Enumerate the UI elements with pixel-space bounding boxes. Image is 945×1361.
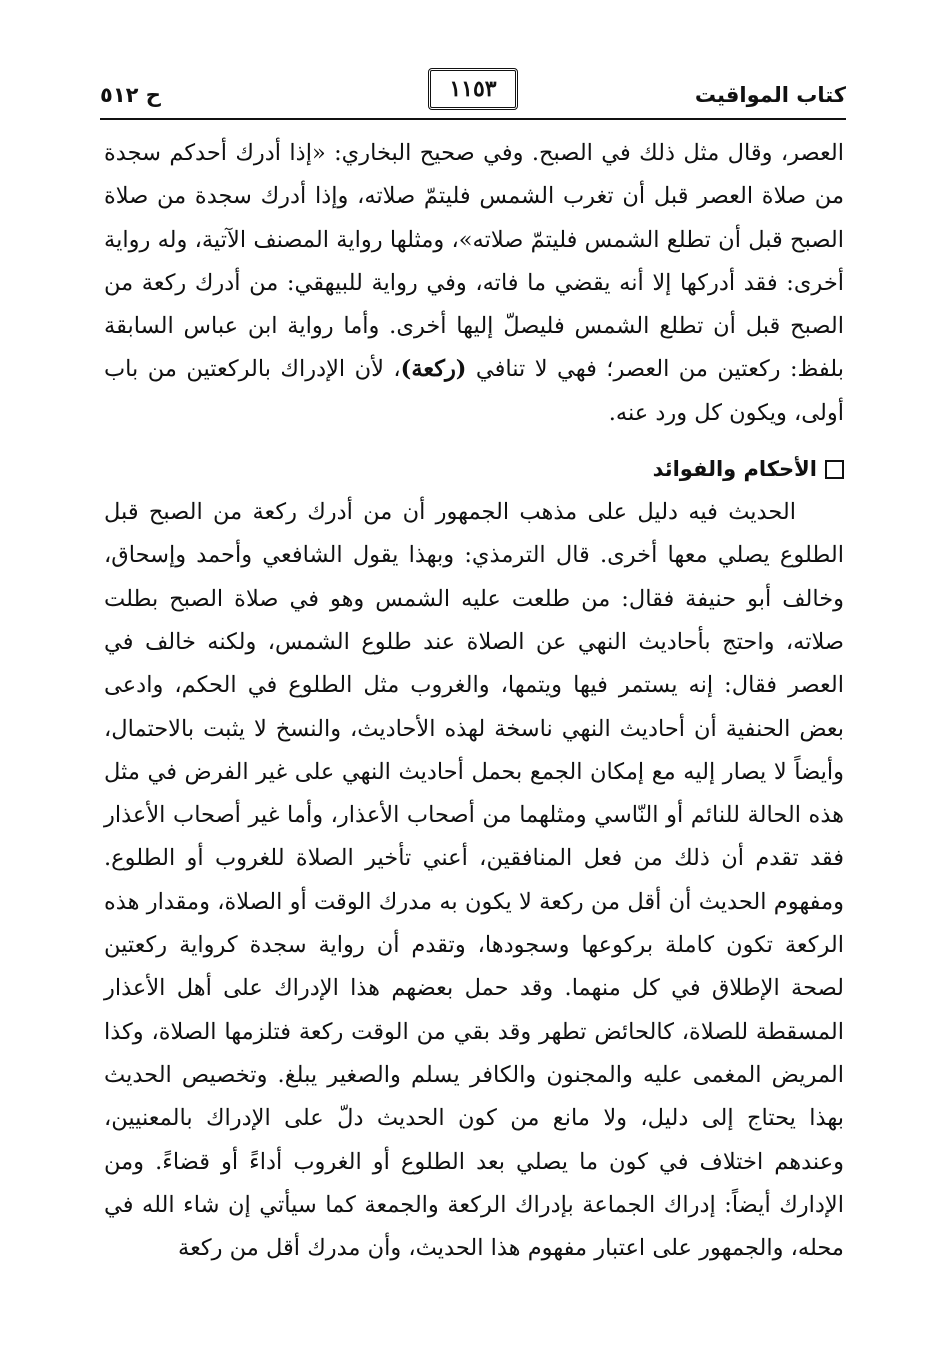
paragraph-2: الحديث فيه دليل على مذهب الجمهور أن من أدرك ركعة من الصبح قبل الطلوع يصلي معها أخرى. قال الترمذي: وبهذا يقول الشافعي وأحمد وإسحاق، وخالف أبو حنيفة فقال: من طلعت عليه الشمس وهو في صلاة الصبح بطلت صلاته، واحتج بأحاديث النهي عن الصلاة عند طلوع الشمس، ولكنه خالف في العصر فقال: إنه يستمر فيها ويتمها، والغروب مثل الطلوع في الحكم، وادعى بعض الحنفية أن أحاديث النهي ناسخة لهذه الأحاديث، والنسخ لا يثبت بالاحتمال، وأيضاً لا يصار إليه مع إمكان الجمع بحمل أحاديث النهي على غير الفرض في مثل هذه الحالة للنائم أو النّاسي ومثلهما من أصحاب الأعذار، وأما غير أصحاب الأعذار فقد تقدم أن ذلك من فعل المنافقين، أعني تأخير الصلاة للغروب أو الطلوع. ومفهوم الحديث أن أقل من ركعة لا يكون به مدرك الوقت أو الصلاة، ومقدار هذه الركعة تكون كاملة بركوعها وسجودها، وتقدم أن رواية سجدة كرواية ركعتين لصحة الإطلاق في كل منهما. وقد حمل بعضهم هذا الإدراك على أهل الأعذار المسقطة للصلاة، كالحائض تطهر وقد بقي من الوقت ركعة فتلزمها الصلاة، وكذا المريض المغمى عليه والمجنون والكافر يسلم والصغير يبلغ. وتخصيص الحديث بهذا يحتاج إلى دليل، ولا مانع من كون الحديث دلّ على الإدراك بالمعنيين، وعندهم اختلاف في كون ما يصلي بعد الطلوع أو الغروب أداءً أو قضاءً. ومن الإدارك أيضاً: إدراك الجماعة بإدراك الركعة والجمعة كما سيأتي إن شاء الله في محله، والجمهور على اعتبار مفهوم هذا الحديث، وأن مدرك أقل من ركعة	[104, 499, 844, 1262]
section-heading-label: الأحكام والفوائد	[652, 457, 817, 482]
header-divider	[100, 118, 846, 120]
book-title: كتاب المواقيت	[694, 83, 846, 107]
paragraph-1	[104, 132, 844, 435]
page-body	[104, 132, 844, 1270]
section-heading	[104, 447, 844, 491]
paragraph-1-bold-word: (ركعة)	[400, 356, 467, 383]
page-number: ١١٥٣	[428, 68, 518, 110]
square-bullet-icon	[825, 460, 844, 479]
paragraph-1-text-a: العصر، وقال مثل ذلك في الصبح. وفي صحيح البخاري: «إذا أدرك أحدكم سجدة من صلاة العصر قبل أن تغرب الشمس فليتمّ صلاته، وإذا أدرك سجدة من صلاة الصبح قبل أن تطلع الشمس فليتمّ صلاته»، ومثلها رواية المصنف الآتية، وله رواية أخرى: فقد أدركها إلا أنه يقضي ما فاته، وفي رواية للبيهقي: من أدرك ركعة من الصبح قبل أن تطلع الشمس فليصلّ إليها أخرى. وأما رواية ابن عباس السابقة بلفظ: ركعتين من العصر؛ فهي لا تنافي	[104, 140, 844, 383]
paragraph-1-text-b: ، لأن الإدراك بالركعتين من باب أولى، ويكون كل ورد عنه.	[104, 356, 844, 426]
page-header	[100, 68, 846, 114]
hadith-reference: ح ٥١٢	[100, 83, 161, 107]
